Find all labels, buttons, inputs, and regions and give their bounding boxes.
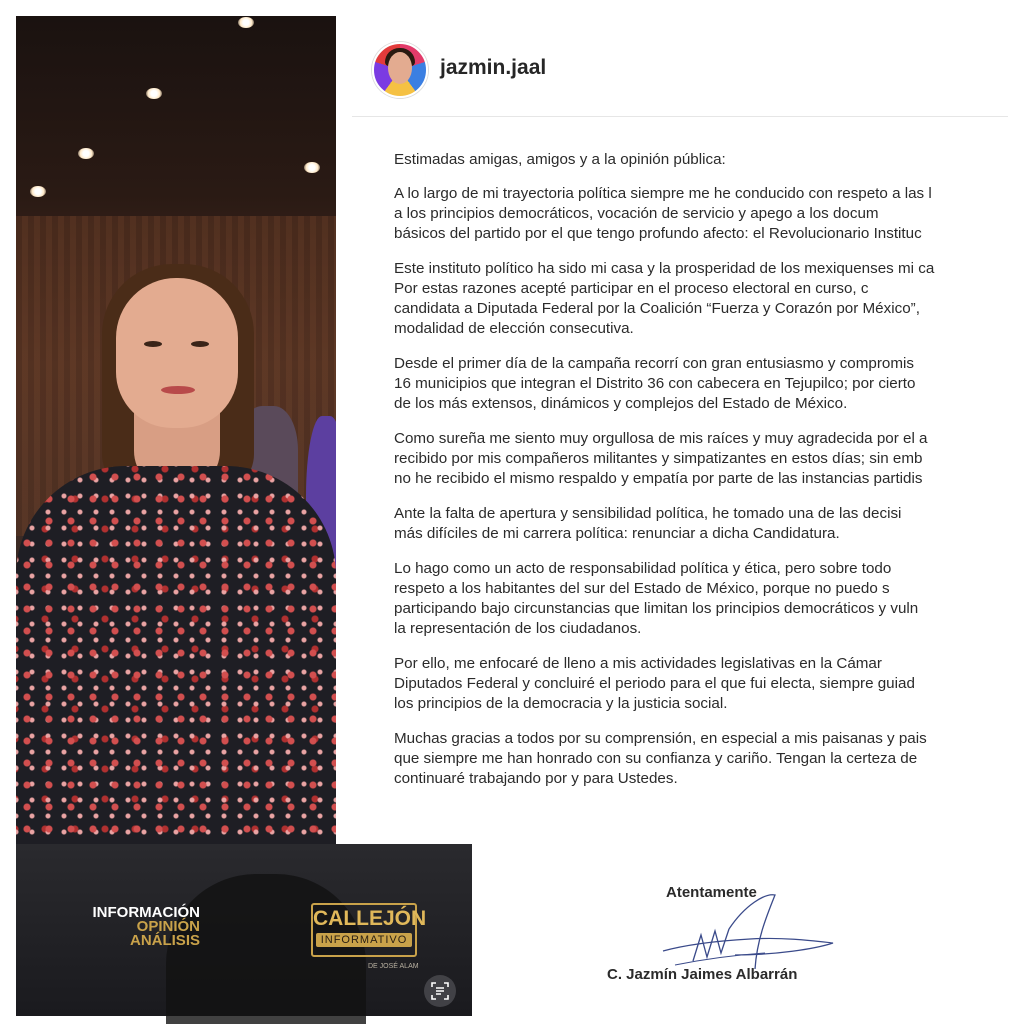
callejon-logo <box>311 903 427 957</box>
username-link[interactable]: jazmin.jaal <box>440 56 547 79</box>
letter-line: recibido por mis compañeros militantes y simpatizantes en estos días; sin emb <box>394 450 923 467</box>
woman-face <box>116 278 238 428</box>
letter-line: Este instituto político ha sido mi casa y la prosperidad de los mexiquenses mi ca <box>394 260 935 277</box>
ceiling-light <box>304 162 320 173</box>
letter-body <box>394 150 1024 804</box>
letter-line: Por estas razones acepté participar en el proceso electoral en curso, c <box>394 280 869 297</box>
ceiling-light <box>238 17 254 28</box>
floral-dress <box>16 466 336 866</box>
logo-subtitle: INFORMATIVO <box>316 933 412 947</box>
logo-title: CALLEJÓN <box>313 907 427 930</box>
letter-line: Por ello, me enfocaré de lleno a mis actividades legislativas en la Cámar <box>394 655 882 672</box>
letter-line: los principios de la democracia y la justicia social. <box>394 695 728 712</box>
letter-line: Desde el primer día de la campaña recorrí con gran entusiasmo y compromis <box>394 355 914 372</box>
letter-line: candidata a Diputada Federal por la Coalición “Fuerza y Corazón por México”, <box>394 300 920 317</box>
letter-line: respeto a los habitantes del sur del Estado de México, porque no puedo s <box>394 580 890 597</box>
post-header <box>352 16 1008 117</box>
letter-line: la representación de los ciudadanos. <box>394 620 642 637</box>
eye <box>191 341 209 347</box>
letter-line: más difíciles de mi carrera política: renunciar a dicha Candidatura. <box>394 525 840 542</box>
ceiling-light <box>146 88 162 99</box>
letter-line: participando bajo circunstancias que limitan los principios democráticos y vuln <box>394 600 919 617</box>
signature-mark <box>655 885 845 975</box>
letter-paragraph <box>394 354 1024 414</box>
tagline-opinion: OPINIÓN <box>136 918 200 935</box>
tagline-information: INFORMACIÓN <box>92 904 200 921</box>
letter-paragraph <box>394 729 1024 789</box>
letter-greeting: Estimadas amigas, amigos y a la opinión pública: <box>394 151 726 168</box>
letter-line: que siempre me han honrado con su confianza y cariño. Tengan la certeza de <box>394 750 918 767</box>
letter-line: 16 municipios que integran el Distrito 36 con cabecera en Tejupilco; por cierto <box>394 375 916 392</box>
letter-line: Lo hago como un acto de responsabilidad política y ética, pero sobre todo <box>394 560 892 577</box>
avatar[interactable] <box>372 42 428 98</box>
tagline-analysis: ANÁLISIS <box>129 932 200 949</box>
letter-paragraphs <box>394 184 1024 789</box>
letter-paragraph <box>394 259 1024 339</box>
letter-line: continuaré trabajando por y para Ustedes. <box>394 770 678 787</box>
letter-signer: C. Jazmín Jaimes Albarrán <box>607 966 798 983</box>
letter-line: no he recibido el mismo respaldo y empatía por parte de las instancias partidis <box>394 470 923 487</box>
letter-line: modalidad de elección consecutiva. <box>394 320 634 337</box>
eye <box>144 341 162 347</box>
woman-lips <box>161 386 195 394</box>
watermark-tagline <box>76 906 200 948</box>
avatar-face <box>388 52 412 84</box>
ceiling-light <box>78 148 94 159</box>
letter-line: A lo largo de mi trayectoria política siempre me he conducido con respeto a las l <box>394 185 932 202</box>
letter-line: Como sureña me siento muy orgullosa de mis raíces y muy agradecida por el a <box>394 430 928 447</box>
text-scan-icon <box>431 982 449 1000</box>
letter-line: Ante la falta de apertura y sensibilidad política, he tomado una de las decisi <box>394 505 902 522</box>
letter-paragraph <box>394 429 1024 489</box>
text-scan-button[interactable] <box>424 975 456 1007</box>
letter-line: Diputados Federal y concluiré el periodo para el que fui electa, siempre guiad <box>394 675 915 692</box>
letter-line: de los más extensos, dinámicos y complejos del Estado de México. <box>394 395 848 412</box>
letter-paragraph <box>394 184 1024 244</box>
letter-closing: Atentamente <box>666 884 757 901</box>
letter-line: Muchas gracias a todos por su comprensión, en especial a mis paisanas y pais <box>394 730 927 747</box>
letter-line: básicos del partido por el que tengo profundo afecto: el Revolucionario Instituc <box>394 225 922 242</box>
letter-paragraph <box>394 654 1024 714</box>
letter-paragraph <box>394 504 1024 544</box>
letter-paragraph <box>394 559 1024 639</box>
letter-line: a los principios democráticos, vocación de servicio y apego a los docum <box>394 205 879 222</box>
ceiling-light <box>30 186 46 197</box>
logo-author: DE JOSÉ ALAM <box>368 963 419 970</box>
